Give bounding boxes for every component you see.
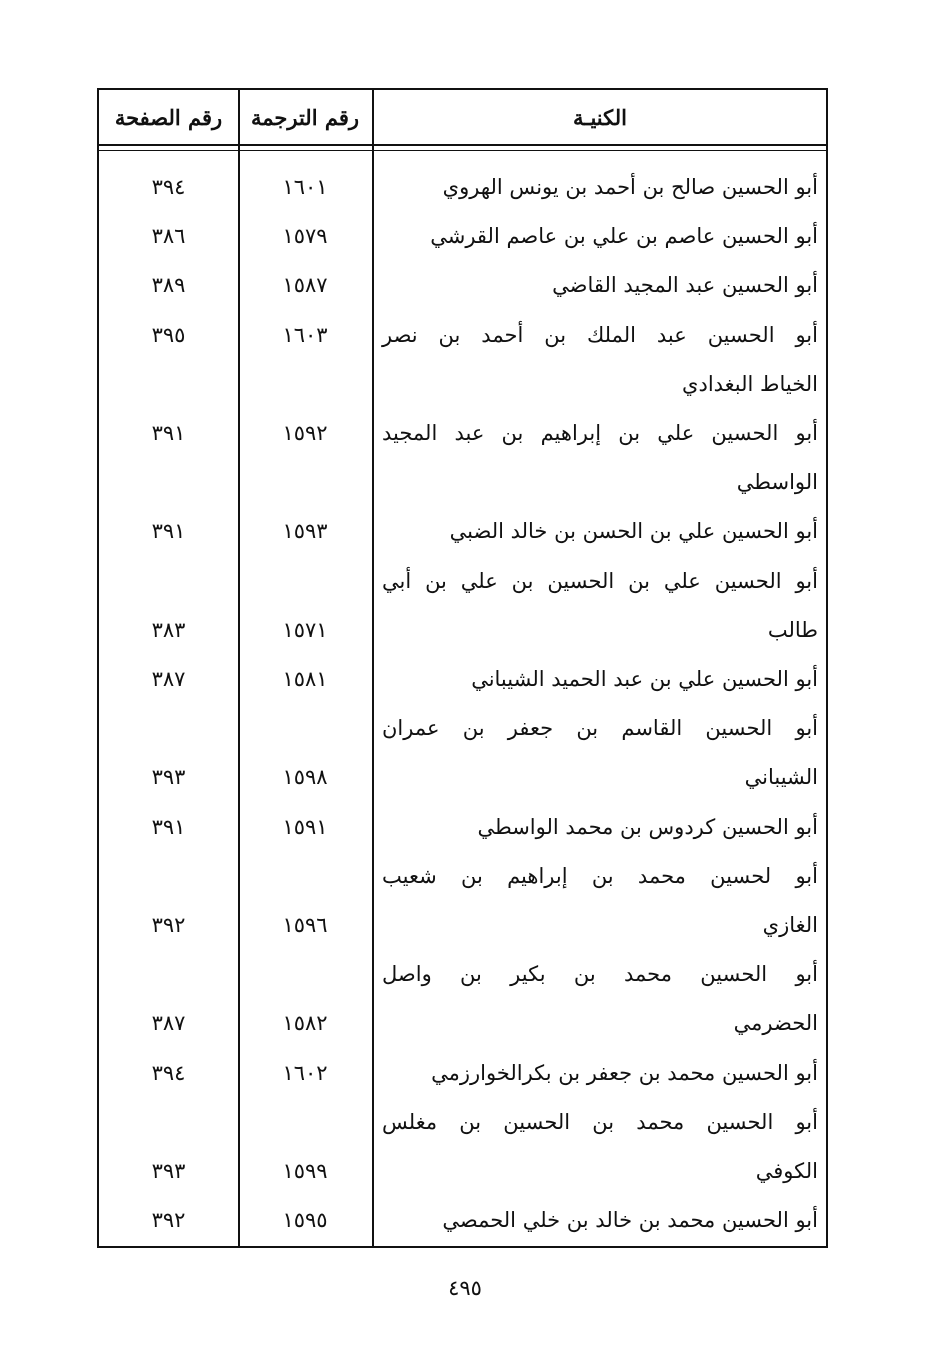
entry-name-line: أبو الحسين كردوس بن محمد الواسطي <box>477 814 818 839</box>
entry-name-line: الخياط البغدادي <box>682 371 818 396</box>
entry-translation-number: ١٥٩٣ <box>282 519 328 544</box>
entry-translation-number: ١٥٩٥ <box>282 1208 328 1233</box>
entry-name-line: أبو الحسين محمد بن خالد بن خلي الحمصي <box>442 1208 818 1233</box>
index-table <box>97 88 828 1248</box>
entry-page-number: ٣٨٧ <box>151 1011 186 1036</box>
entry-translation-number: ١٥٧٩ <box>282 224 328 249</box>
entry-name-line: أبو الحسين صالح بن أحمد بن يونس الهروي <box>442 175 818 199</box>
entry-translation-number: ١٥٧١ <box>282 617 328 642</box>
entry-translation-number: ١٥٩١ <box>282 814 328 839</box>
entry-name-line: أبو الحسين محمد بن الحسين بن مغلس <box>382 1109 818 1134</box>
entry-page-number: ٣٨٧ <box>151 667 186 691</box>
entry-name-line: أبو الحسين محمد بن بكير بن واصل <box>382 962 818 987</box>
entry-translation-number: ١٥٩٢ <box>282 421 328 445</box>
column-divider <box>372 90 374 1246</box>
entry-page-number: ٣٩٢ <box>151 1208 186 1233</box>
entry-page-number: ٣٨٦ <box>151 224 186 249</box>
entry-translation-number: ١٦٠٣ <box>282 322 328 347</box>
header-kunya: الكنيـة <box>573 104 627 130</box>
entry-page-number: ٣٩٣ <box>151 1159 186 1183</box>
entry-page-number: ٣٩٣ <box>151 765 186 790</box>
entry-page-number: ٣٨٣ <box>151 617 186 642</box>
entry-page-number: ٣٨٩ <box>151 273 186 298</box>
page-number: ٤٩٥ <box>448 1276 482 1300</box>
entry-page-number: ٣٩١ <box>151 814 186 839</box>
entry-translation-number: ١٥٩٦ <box>282 913 328 937</box>
entry-page-number: ٣٩٤ <box>151 175 186 199</box>
entry-translation-number: ١٥٨٧ <box>282 273 328 298</box>
entry-name-line: طالب <box>767 617 818 642</box>
entry-translation-number: ١٦٠٢ <box>282 1060 328 1085</box>
header-translation-number: رقم الترجمة <box>251 104 360 130</box>
entry-name-line: أبو الحسين علي بن الحسن بن خالد الضبي <box>449 519 818 544</box>
entry-page-number: ٣٩٥ <box>151 322 186 347</box>
entry-name-line: أبو الحسين علي بن إبراهيم بن عبد المجيد <box>382 421 818 445</box>
entry-name-line: أبو لحسين محمد بن إبراهيم بن شعيب <box>382 863 818 888</box>
entry-name-line: أبو الحسين علي بن الحسين بن علي بن أبي <box>382 568 818 593</box>
entry-name-line: أبو الحسين عبد الملك بن أحمد بن نصر <box>382 322 818 347</box>
entry-name-line: أبو الحسين القاسم بن جعفر بن عمران <box>382 716 818 741</box>
header-rule-double <box>99 150 826 151</box>
entry-translation-number: ١٥٩٩ <box>282 1159 328 1183</box>
entry-page-number: ٣٩٢ <box>151 913 186 937</box>
entry-name-line: أبو الحسين علي بن عبد الحميد الشيباني <box>471 667 818 691</box>
entry-name-line: أبو الحسين عبد المجيد القاضي <box>552 273 818 298</box>
entry-name-line: الواسطي <box>736 470 818 495</box>
entry-name-line: أبو الحسين محمد بن جعفر بن بكرالخوارزمي <box>431 1060 818 1085</box>
entry-page-number: ٣٩٤ <box>151 1060 186 1085</box>
entry-name-line: أبو الحسين عاصم بن علي بن عاصم القرشي <box>430 224 818 249</box>
entry-page-number: ٣٩١ <box>151 519 186 544</box>
entry-translation-number: ١٦٠١ <box>282 175 328 199</box>
header-page-number: رقم الصفحة <box>114 104 223 130</box>
entry-name-line: الحضرمي <box>733 1011 818 1036</box>
entry-translation-number: ١٥٩٨ <box>282 765 328 790</box>
header-rule <box>99 144 826 146</box>
entry-name-line: الكوفي <box>755 1159 818 1183</box>
entry-name-line: الغازي <box>762 913 818 937</box>
entry-name-line: الشيباني <box>744 765 818 790</box>
entry-translation-number: ١٥٨١ <box>282 667 328 691</box>
entry-translation-number: ١٥٨٢ <box>282 1011 328 1036</box>
entry-page-number: ٣٩١ <box>151 421 186 445</box>
